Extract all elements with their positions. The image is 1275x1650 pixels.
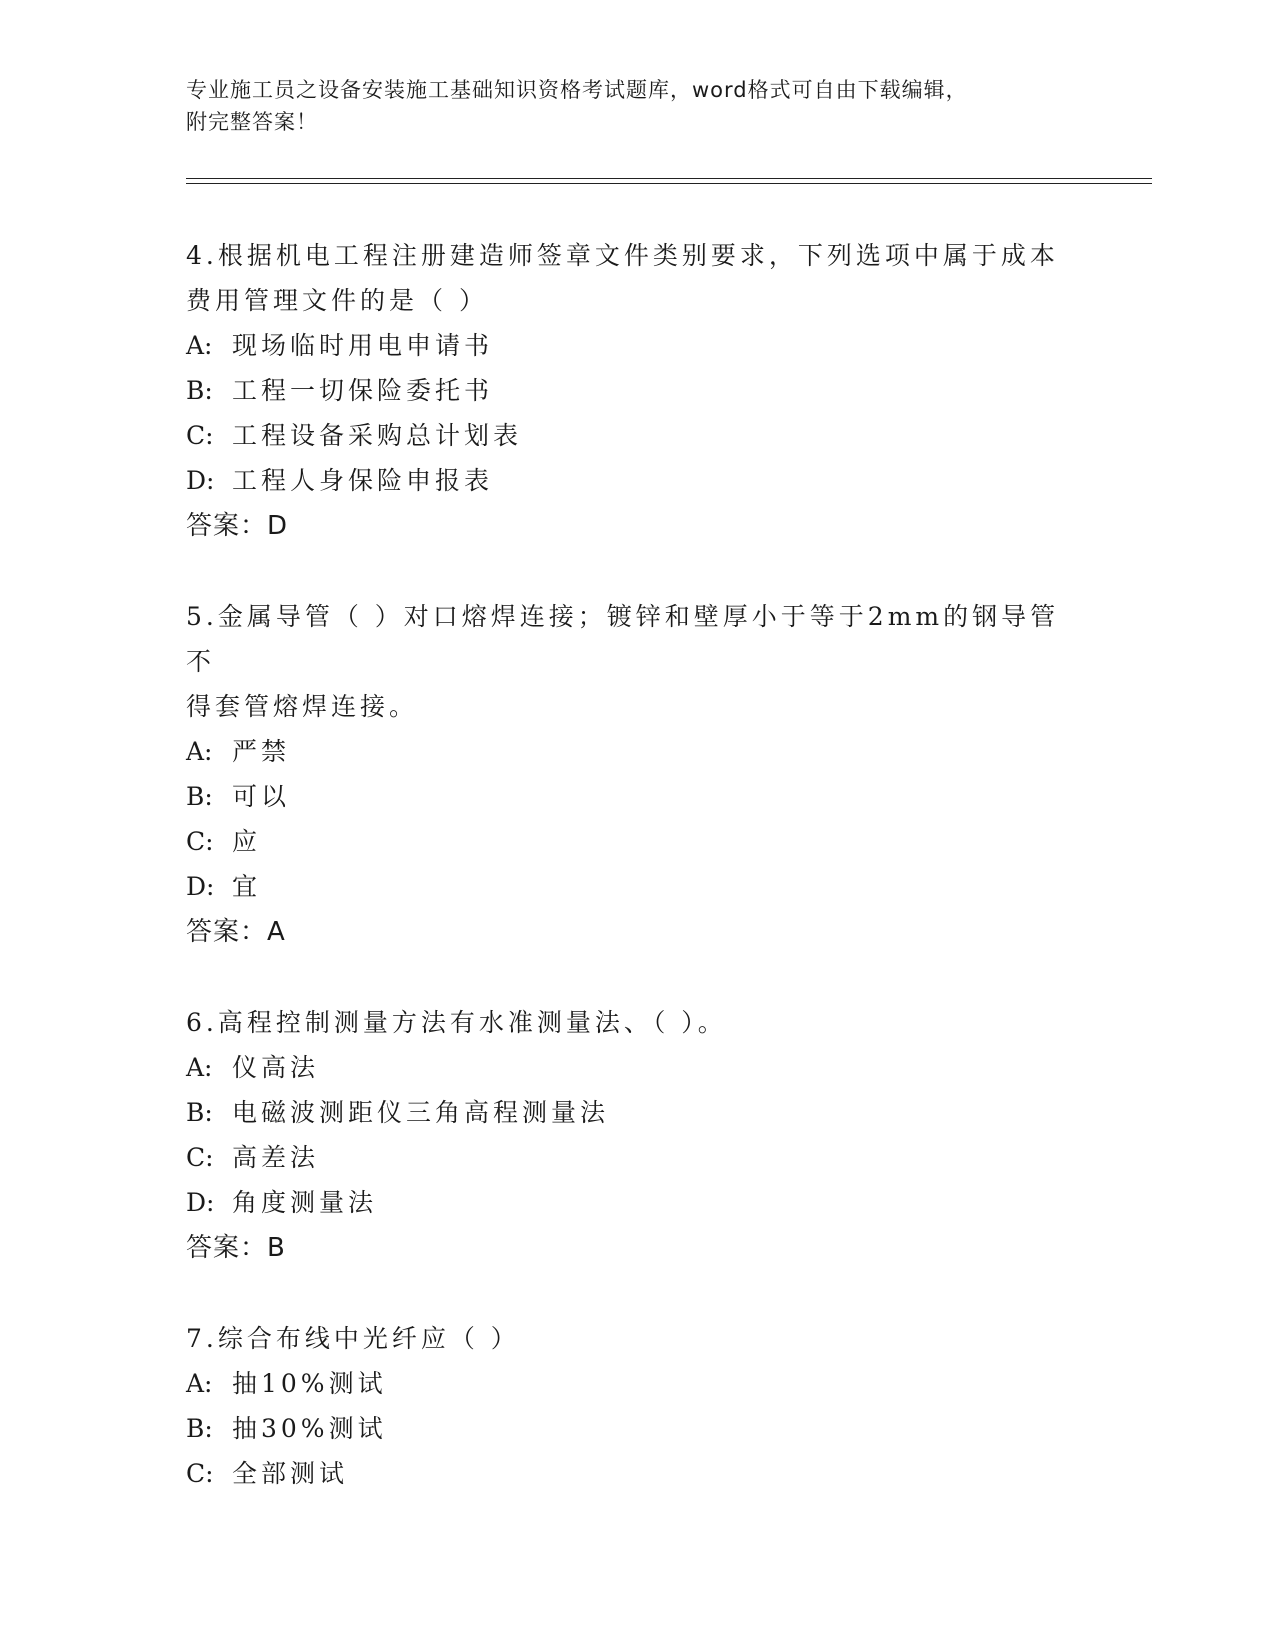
option-c xyxy=(186,1135,1086,1180)
option-text: 现场临时用电申请书 xyxy=(232,331,494,360)
question-stem-continued: 得套管熔焊连接。 xyxy=(186,692,419,721)
option-text: 仪高法 xyxy=(232,1053,320,1082)
question-stem: 6.高程控制测量方法有水准测量法、（ ）。 xyxy=(186,1008,727,1037)
option-text: 抽30%测试 xyxy=(232,1414,387,1443)
option-b xyxy=(186,774,1086,819)
option-key: A: xyxy=(186,1369,213,1398)
option-a xyxy=(186,323,1086,368)
option-b xyxy=(186,1406,1086,1451)
option-key: B: xyxy=(186,376,213,405)
option-a xyxy=(186,1045,1086,1090)
option-c xyxy=(186,1451,1086,1496)
option-key: A: xyxy=(186,331,213,360)
option-d xyxy=(186,1180,1086,1225)
option-key: C: xyxy=(186,1459,214,1488)
question-6 xyxy=(186,1000,1086,1272)
answer-line: 答案：D xyxy=(186,511,289,541)
option-key: D: xyxy=(186,466,215,495)
header-line-2: 附完整答案！ xyxy=(186,110,318,134)
option-key: C: xyxy=(186,827,214,856)
option-text: 抽10%测试 xyxy=(232,1369,387,1398)
question-7 xyxy=(186,1316,1086,1496)
question-stem: 7.综合布线中光纤应（ ） xyxy=(186,1324,520,1353)
option-text: 应 xyxy=(232,827,262,856)
option-key: D: xyxy=(186,872,215,901)
document-header xyxy=(186,74,1056,138)
option-a xyxy=(186,729,1086,774)
header-divider-bottom xyxy=(186,183,1152,184)
option-text: 工程设备采购总计划表 xyxy=(232,421,523,450)
option-text: 工程一切保险委托书 xyxy=(232,376,494,405)
option-text: 电磁波测距仪三角高程测量法 xyxy=(232,1098,610,1127)
option-c xyxy=(186,819,1086,864)
option-d xyxy=(186,458,1086,503)
option-d xyxy=(186,864,1086,909)
option-text: 角度测量法 xyxy=(232,1188,378,1217)
question-4 xyxy=(186,233,1086,550)
answer-line: 答案：A xyxy=(186,917,286,947)
question-list xyxy=(186,233,1086,1540)
option-c xyxy=(186,413,1086,458)
option-key: D: xyxy=(186,1188,215,1217)
answer-line: 答案：B xyxy=(186,1233,286,1263)
option-text: 全部测试 xyxy=(232,1459,349,1488)
option-key: C: xyxy=(186,1143,214,1172)
option-key: C: xyxy=(186,421,214,450)
option-text: 工程人身保险申报表 xyxy=(232,466,494,495)
question-5 xyxy=(186,594,1086,956)
option-text: 可以 xyxy=(232,782,291,811)
option-key: B: xyxy=(186,1414,213,1443)
option-b xyxy=(186,1090,1086,1135)
option-key: A: xyxy=(186,1053,213,1082)
question-stem-continued: 费用管理文件的是（ ） xyxy=(186,286,488,315)
question-stem: 4.根据机电工程注册建造师签章文件类别要求，下列选项中属于成本 xyxy=(186,241,1059,270)
option-key: B: xyxy=(186,782,213,811)
option-key: A: xyxy=(186,737,213,766)
option-text: 严禁 xyxy=(232,737,291,766)
option-text: 高差法 xyxy=(232,1143,320,1172)
option-b xyxy=(186,368,1086,413)
option-text: 宜 xyxy=(232,872,262,901)
header-line-1: 专业施工员之设备安装施工基础知识资格考试题库，word格式可自由下载编辑， xyxy=(186,78,968,102)
option-key: B: xyxy=(186,1098,213,1127)
option-a xyxy=(186,1361,1086,1406)
header-divider-top xyxy=(186,178,1152,179)
question-stem: 5.金属导管（ ）对口熔焊连接；镀锌和壁厚小于等于2mm的钢导管不 xyxy=(186,602,1060,676)
